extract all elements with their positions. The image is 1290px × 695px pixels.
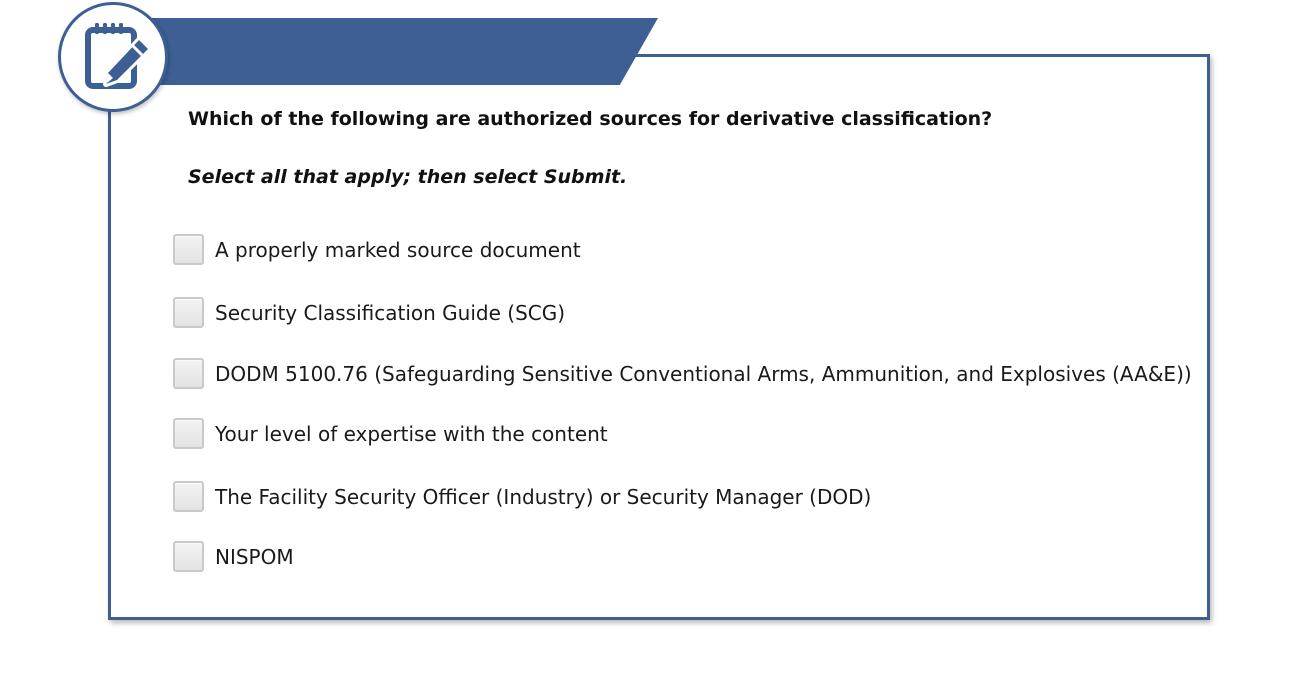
option-dodm[interactable] [173, 358, 1192, 389]
option-label: DODM 5100.76 (Safeguarding Sensitive Conventional Arms, Ammunition, and Explosives (AA&E)) [215, 361, 1192, 386]
option-expertise[interactable] [173, 418, 608, 449]
checkbox[interactable] [173, 297, 204, 328]
option-fso[interactable] [173, 481, 871, 512]
checkbox[interactable] [173, 481, 204, 512]
notepad-pencil-icon [77, 18, 155, 96]
question-text: Which of the following are authorized sources for derivative classification? [188, 108, 993, 130]
checkbox[interactable] [173, 418, 204, 449]
question-card [108, 54, 1210, 620]
option-label: The Facility Security Officer (Industry) or Security Manager (DOD) [215, 484, 872, 509]
option-label: Security Classification Guide (SCG) [215, 300, 566, 325]
option-label: A properly marked source document [215, 237, 581, 262]
option-source-document[interactable] [173, 234, 581, 265]
activity-badge [58, 2, 168, 112]
option-scg[interactable] [173, 297, 565, 328]
instruction-text: Select all that apply; then select Submit. [188, 166, 628, 188]
option-nispom[interactable] [173, 541, 294, 572]
header-banner [112, 18, 658, 85]
option-label: Your level of expertise with the content [215, 421, 608, 446]
checkbox[interactable] [173, 358, 204, 389]
checkbox[interactable] [173, 541, 204, 572]
option-label: NISPOM [215, 544, 294, 569]
checkbox[interactable] [173, 234, 204, 265]
